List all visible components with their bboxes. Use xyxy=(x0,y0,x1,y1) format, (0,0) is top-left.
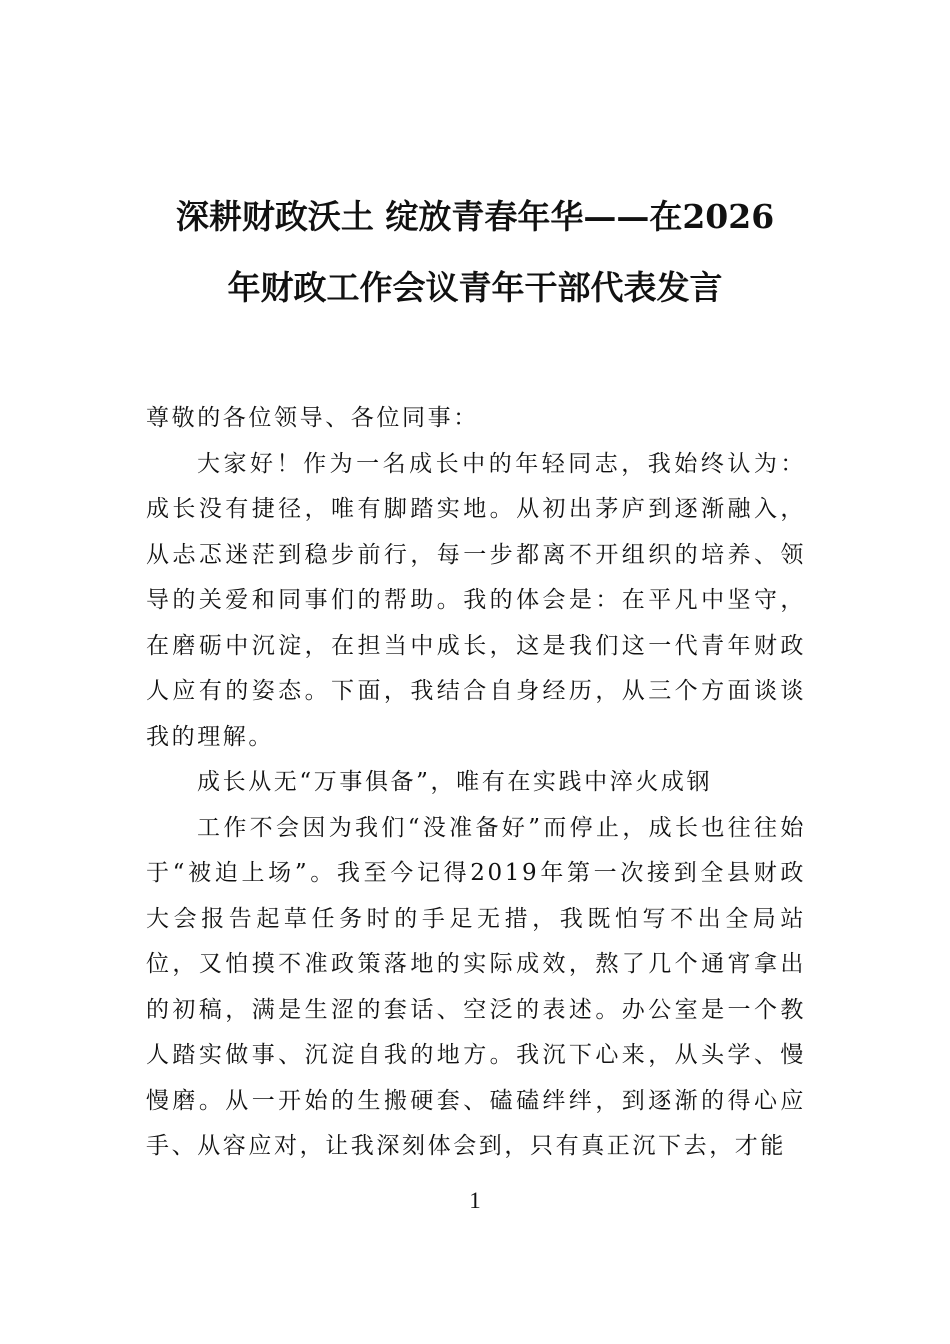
paragraph-experience: 工作不会因为我们“没准备好”而停止，成长也往往始于“被迫上场”。我至今记得2019年第一次接到全县财政大会报告起草任务时的手足无措，我既怕写不出全局站位，又怕摸不准政策落地的实际成效，熬了几个通宵拿出的初稿，满是生涩的套话、空泛的表述。办公室是一个教人踏实做事、沉淀自我的地方。我沉下心来，从头学、慢慢磨。从一开始的生搬硬套、磕磕绊绊，到逐渐的得心应手、从容应对，让我深刻体会到，只有真正沉下去，才能 xyxy=(146,814,806,1159)
document-title-line-2: 年财政工作会议青年干部代表发言 xyxy=(227,268,723,307)
paragraph-intro: 大家好！作为一名成长中的年轻同志，我始终认为：成长没有捷径，唯有脚踏实地。从初出茅庐到逐渐融入，从忐忑迷茫到稳步前行，每一步都离不开组织的培养、领导的关爱和同事们的帮助。我的体会是：在平凡中坚守，在磨砺中沉淀，在担当中成长，这是我们这一代青年财政人应有的姿态。下面，我结合自身经历，从三个方面谈谈我的理解。 xyxy=(146,450,806,750)
document-body xyxy=(146,396,806,1170)
salutation: 尊敬的各位领导、各位同事： xyxy=(146,405,479,431)
page-number: 1 xyxy=(469,1188,481,1213)
document-title-line-1: 深耕财政沃土 绽放青春年华——在2026 xyxy=(175,197,775,236)
section-heading: 成长从无“万事俱备”，唯有在实践中淬火成钢 xyxy=(197,769,713,795)
